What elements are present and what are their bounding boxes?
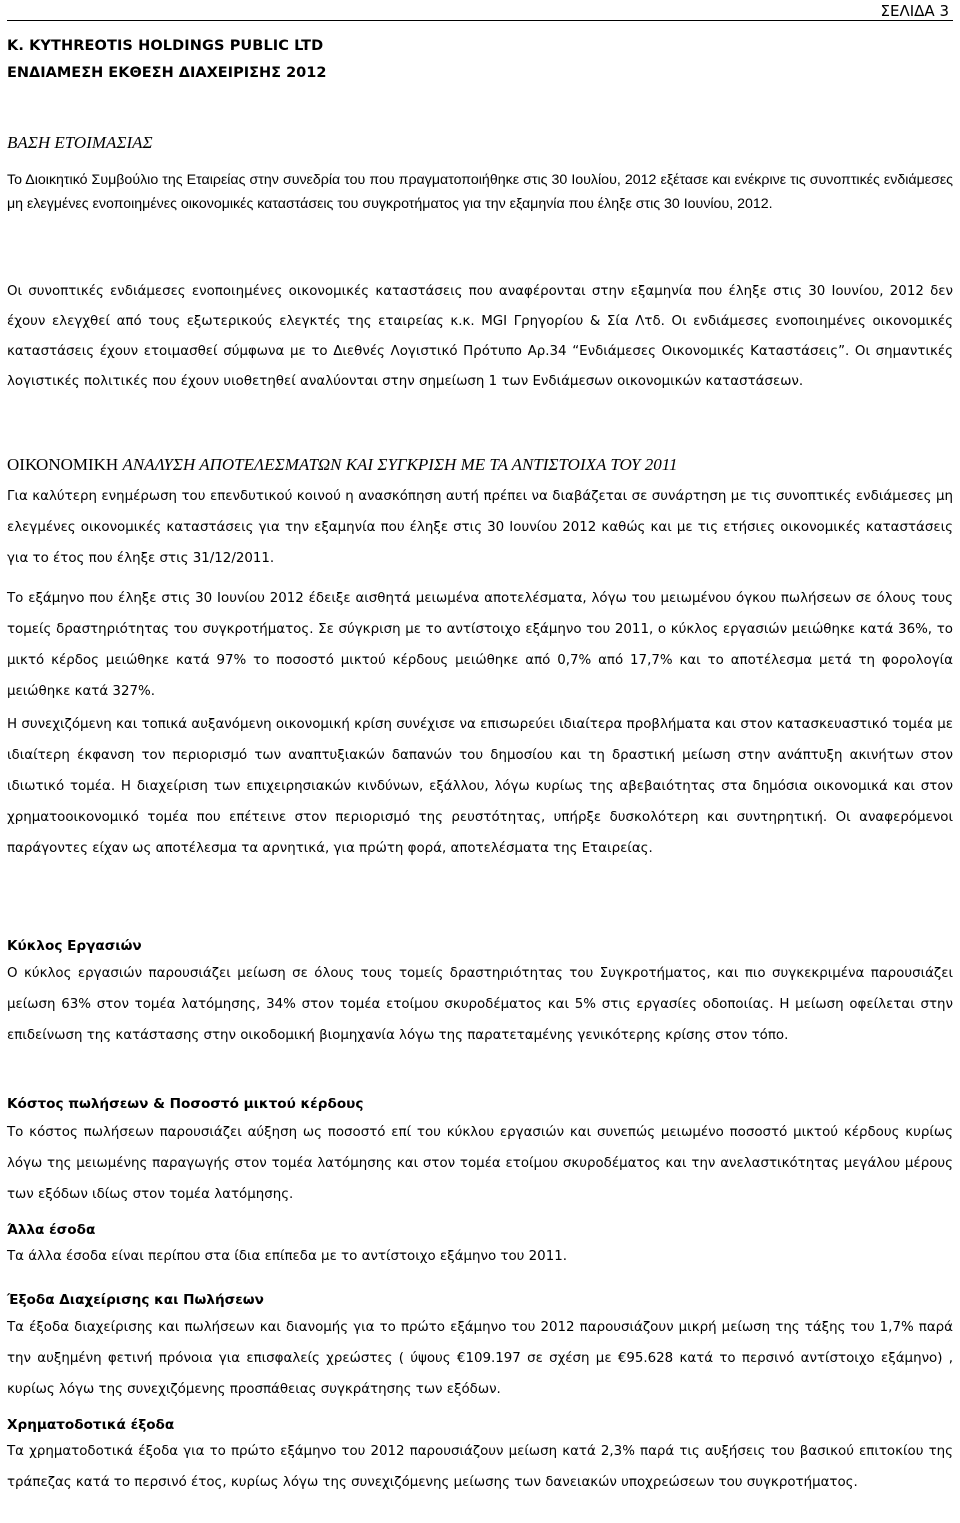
other-income-text: Τα άλλα έσοδα είναι περίπου στα ίδια επίπεδα με το αντίστοιχο εξάμηνο του 2011.	[7, 1249, 567, 1264]
financial-heading-italic: ΑΝΑΛΥΣΗ ΑΠΟΤΕΛΕΣΜΑΤΩΝ ΚΑΙ ΣΥΓΚΡΙΣΗ ΜΕ ΤΑ ΑΝΤΙΣΤΟΙΧΑ ΤΟΥ 2011	[122, 455, 678, 474]
report-title: ΕΝΔΙΑΜΕΣΗ ΕΚΘΕΣΗ ΔΙΑΧΕΙΡΙΣΗΣ 2012	[7, 65, 327, 81]
admin-expenses-heading: Έξοδα Διαχείρισης και Πωλήσεων	[7, 1292, 264, 1308]
financial-paragraph-3: Η συνεχιζόμενη και τοπικά αυξανόμενη οικονομική κρίση συνέχισε να επισωρεύει ιδιαίτερα προβλήματα και στον κατασκευαστικό τομέα με ιδιαίτερη έκφανση τον περιορισμό των αναπτυξιακών δαπανών του δημοσίου και τη δραστική μείωση στην ανάπτυξη ακινήτων στον ιδιωτικό τομέα. Η διαχείριση των επιχειρησιακών κινδύνων, εξάλλου, λόγω κυρίως της αβεβαιότητας στα δημόσια οικονομικά και στον χρηματοοικονομικό τομέα που επέτεινε στον περιορισμό της ρευστότητας, υπήρξε δυσκολότερη και συντηρητική. Οι αναφερόμενοι παράγοντες είχαν ως αποτέλεσμα τα αρνητικά, για πρώτη φορά, αποτελέσματα της Εταιρείας.	[7, 717, 953, 856]
financial-heading	[7, 455, 678, 475]
financial-paragraph-2: Το εξάμηνο που έληξε στις 30 Ιουνίου 2012 έδειξε αισθητά μειωμένα αποτελέσματα, λόγω του μειωμένου όγκου πωλήσεων σε όλους τους τομείς δραστηριότητας του συγκροτήματος. Σε σύγκριση με το αντίστοιχο εξάμηνο του 2011, ο κύκλος εργασιών μειώθηκε κατά 36%, το μικτό κέρδος μειώθηκε κατά 97% το ποσοστό μικτού κέρδους μειώθηκε από 0,7% από 17,7% και το αποτέλεσμα μετά τη φορολογία μειώθηκε κατά 327%.	[7, 591, 953, 699]
cost-text: Το κόστος πωλήσεων παρουσιάζει αύξηση ως ποσοστό επί του κύκλου εργασιών και συνεπώς μειωμένο ποσοστό μικτού κέρδους κυρίως λόγω της μειωμένης παραγωγής στον τομέα λατόμησης και στον τομέα ετοίμου σκυροδέματος και την ανελαστικότητας μεγάλου μέρους των εξόδων ιδίως στον τομέα λατόμησης.	[7, 1125, 953, 1202]
basis-paragraph-1: Το Διοικητικό Συμβούλιο της Εταιρείας στην συνεδρία του που πραγματοποιήθηκε στις 30 Ιουλίου, 2012 εξέτασε και ενέκρινε τις συνοπτικές ενδιάμεσες μη ελεγμένες ενοποιημένες οικονομικές καταστάσεις του συγκροτήματος για την εξαμηνία που έληξε στις 30 Ιουνίου, 2012.	[7, 172, 953, 212]
basis-heading: ΒΑΣΗ ΕΤΟΙΜΑΣΙΑΣ	[7, 133, 153, 152]
turnover-text: Ο κύκλος εργασιών παρουσιάζει μείωση σε όλους τους τομείς δραστηριότητας του Συγκροτήματος, και πιο συγκεκριμένα παρουσιάζει μείωση 63% στον τομέα λατόμησης, 34% στον τομέα ετοίμου σκυροδέματος και 5% στις εργασίες οδοποιίας. Η μείωση οφείλεται στην επιδείνωση της κατάστασης στην οικοδομική βιομηχανία λόγω της παρατεταμένης γενικότερης κρίσης στον τόπο.	[7, 966, 953, 1043]
turnover-heading: Κύκλος Εργασιών	[7, 938, 142, 954]
finance-costs-heading: Χρηματοδοτικά έξοδα	[7, 1417, 175, 1433]
page-number: ΣΕΛΙΔΑ 3	[880, 2, 949, 20]
other-income-heading: Άλλα έσοδα	[7, 1222, 96, 1238]
header-divider	[7, 20, 953, 21]
cost-heading: Κόστος πωλήσεων & Ποσοστό μικτού κέρδους	[7, 1096, 364, 1112]
company-name: K. KYTHREOTIS HOLDINGS PUBLIC LTD	[7, 38, 324, 54]
financial-heading-plain: ΟΙΚΟΝΟΜΙΚΗ	[7, 455, 123, 474]
admin-expenses-text: Τα έξοδα διαχείρισης και πωλήσεων και διανομής για το πρώτο εξάμηνο του 2012 παρουσιάζουν μικρή μείωση της τάξης του 1,7% παρά την αυξημένη φετινή πρόνοια για επισφαλείς χρεώστες ( ύψους €109.197 σε σχέση με €95.628 κατά το περσινό αντίστοιχο εξάμηνο) , κυρίως λόγω της συνεχιζόμενης προσπάθειας συγκράτησης των εξόδων.	[7, 1320, 953, 1397]
financial-paragraph-1: Για καλύτερη ενημέρωση του επενδυτικού κοινού η ανασκόπηση αυτή πρέπει να διαβάζεται σε συνάρτηση με τις συνοπτικές ενδιάμεσες μη ελεγμένες οικονομικές καταστάσεις για την εξαμηνία που έληξε στις 30 Ιουνίου 2012 καθώς και με τις ετήσιες οικονομικές καταστάσεις για το έτος που έληξε στις 31/12/2011.	[7, 489, 953, 566]
basis-paragraph-2: Οι συνοπτικές ενδιάμεσες ενοποιημένες οικονομικές καταστάσεις που αναφέρονται στην εξαμηνία που έληξε στις 30 Ιουνίου, 2012 δεν έχουν ελεγχθεί από τους εξωτερικούς ελεγκτές της εταιρείας κ.κ. MGI Γρηγορίου & Σία Λτδ. Οι ενδιάμεσες ενοποιημένες οικονομικές καταστάσεις έχουν ετοιμασθεί σύμφωνα με το Διεθνές Λογιστικό Πρότυπο Αρ.34 “Ενδιάμεσες Οικονομικές Καταστάσεις”. Οι σημαντικές λογιστικές πολιτικές που έχουν υιοθετηθεί αναλύονται στην σημείωση 1 των Ενδιάμεσων οικονομικών καταστάσεων.	[7, 284, 953, 389]
finance-costs-text: Τα χρηματοδοτικά έξοδα για το πρώτο εξάμηνο του 2012 παρουσιάζουν μείωση κατά 2,3% παρά τις αυξήσεις του βασικού επιτοκίου της τράπεζας κατά το περσινό έτος, κυρίως λόγω της συνεχιζόμενης μείωσης των δανειακών υποχρεώσεων του συγκροτήματος.	[7, 1444, 953, 1490]
